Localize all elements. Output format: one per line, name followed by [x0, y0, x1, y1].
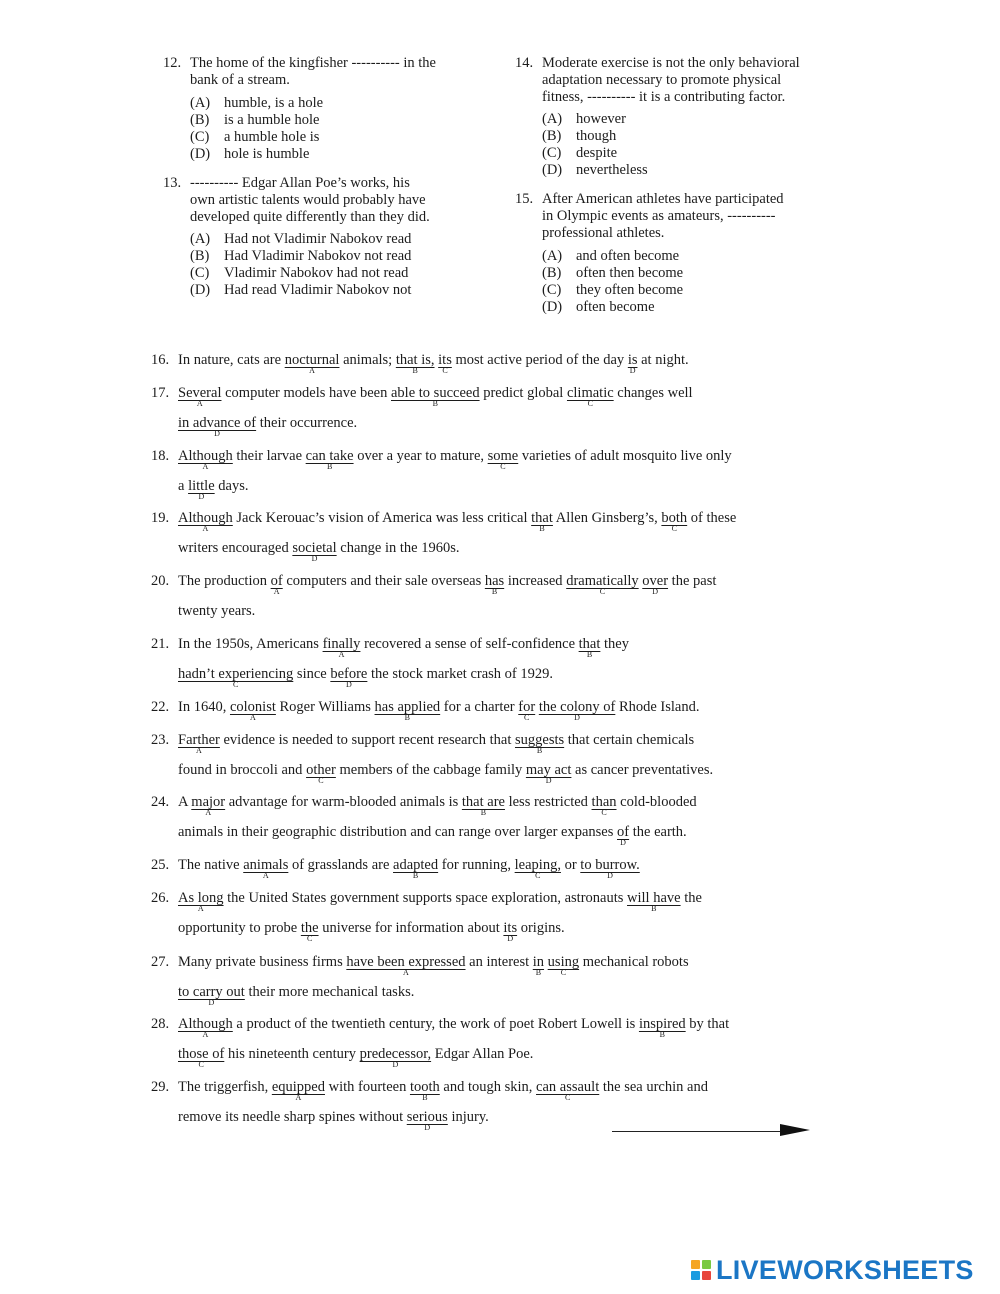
choice-c[interactable]: the C — [300, 920, 319, 943]
brand-name: LIVEWORKSHEETS — [716, 1254, 974, 1285]
choice-label: C — [601, 808, 607, 817]
choice-a[interactable]: equipped A — [271, 1079, 325, 1102]
choice-label: A — [262, 871, 269, 880]
choice-d[interactable]: the colony of D — [538, 699, 616, 722]
choice-label: D — [629, 366, 636, 375]
option-c[interactable]: (C) a humble hole is — [190, 129, 320, 145]
question-24: 24. A major A advantage for warm-blooded animals is that are B less restricted than C cold-blooded — [151, 794, 697, 817]
choice-label: C — [442, 366, 448, 375]
question-number: 25. — [151, 857, 170, 873]
choice-d[interactable]: over D — [642, 573, 669, 596]
choice-label: C — [671, 524, 677, 533]
question-number: 14. — [515, 55, 534, 71]
choice-label: A — [196, 746, 202, 755]
question-number: 20. — [151, 573, 170, 589]
choice-d[interactable]: before D — [330, 666, 368, 689]
choice-label: B — [535, 968, 542, 977]
choice-a[interactable]: colonist A — [229, 699, 276, 722]
choice-d[interactable]: may act D — [525, 762, 572, 785]
question-number: 19. — [151, 510, 170, 526]
choice-label: D — [607, 871, 613, 880]
question-text: fitness, ---------- it is a contributing factor. — [542, 89, 786, 105]
choice-label: D — [620, 838, 626, 847]
question-27: 27. Many private business firms have been expressed A an interest in B using C mechanical robots — [151, 954, 689, 977]
choice-c[interactable]: than C — [591, 794, 617, 817]
question-number: 29. — [151, 1079, 170, 1095]
choice-c[interactable]: dramatically C — [566, 573, 639, 596]
question-23-line2: found in broccoli and other C members of the cabbage family may act D as cancer preventatives. — [178, 762, 714, 785]
choice-label: D — [424, 1123, 431, 1132]
choice-label: B — [586, 650, 593, 659]
choice-c[interactable]: those of C — [178, 1046, 225, 1069]
option-b[interactable]: (B) often then become — [542, 265, 684, 281]
brand-mark-icon — [691, 1260, 711, 1280]
question-text: ---------- Edgar Allan Poe’s works, his — [190, 175, 410, 191]
question-20: 20. The production of A computers and their sale overseas has B increased dramatically C over D the past — [151, 573, 717, 596]
choice-a[interactable]: nocturnal A — [284, 352, 340, 375]
choice-label: C — [500, 462, 506, 471]
question-text: After American athletes have participated — [542, 191, 784, 207]
choice-label: B — [539, 524, 545, 533]
question-number: 23. — [151, 732, 170, 748]
choice-b[interactable]: can take B — [305, 448, 354, 471]
choice-a[interactable]: Although A — [178, 1016, 233, 1039]
question-text: developed quite differently than they did. — [190, 209, 430, 225]
options-14 — [542, 111, 648, 179]
choice-label: B — [480, 808, 487, 817]
choice-d[interactable]: of D — [617, 824, 630, 847]
choice-c[interactable]: other C — [306, 762, 336, 785]
choice-label: C — [318, 776, 324, 785]
option-a[interactable]: (A) Had not Vladimir Nabokov read — [190, 231, 412, 247]
question-text: The home of the kingfisher ---------- in the — [190, 55, 436, 71]
question-number: 27. — [151, 954, 170, 970]
choice-label: A — [196, 399, 203, 408]
question-number: 15. — [515, 191, 534, 207]
choice-b[interactable]: inspired B — [638, 1016, 686, 1039]
choice-b[interactable]: able to succeed B — [391, 385, 480, 408]
question-text: own artistic talents would probably have — [190, 192, 426, 208]
choice-label: B — [651, 904, 657, 913]
option-a[interactable]: (A) and often become — [542, 248, 680, 264]
question-number: 24. — [151, 794, 170, 810]
choice-label: C — [307, 934, 313, 943]
question-number: 26. — [151, 890, 170, 906]
choice-d[interactable]: predecessor, D — [359, 1046, 432, 1069]
choice-c[interactable]: can assault C — [536, 1079, 600, 1102]
choice-label: C — [232, 680, 239, 689]
choice-a[interactable]: Farther A — [178, 732, 220, 755]
option-d[interactable]: (D) often become — [542, 299, 655, 315]
liveworksheets-logo — [691, 1256, 974, 1284]
choice-b[interactable]: that B — [531, 510, 553, 533]
option-b[interactable]: (B) though — [542, 128, 617, 144]
question-18: 18. Although A their larvae can take B over a year to mature, some C varieties of adult mosquito live only — [151, 448, 732, 471]
choice-label: C — [587, 399, 593, 408]
choice-c[interactable]: climatic C — [566, 385, 614, 408]
choice-d[interactable]: societal D — [292, 540, 337, 563]
choice-label: B — [412, 871, 419, 880]
choice-label: B — [432, 399, 438, 408]
choice-b[interactable]: in B — [532, 954, 545, 977]
choice-label: A — [403, 968, 409, 977]
option-d[interactable]: (D) hole is humble — [190, 146, 310, 162]
choice-b[interactable]: that are B — [461, 794, 505, 817]
choice-label: A — [250, 713, 256, 722]
question-number: 28. — [151, 1016, 170, 1032]
choice-c[interactable]: both C — [661, 510, 688, 533]
question-number: 16. — [151, 352, 170, 368]
question-24-line2: animals in their geographic distribution and can range over larger expanses of D the earth. — [178, 824, 687, 847]
choice-label: D — [311, 554, 318, 563]
question-21: 21. In the 1950s, Americans finally A recovered a sense of self-confidence that B they — [151, 636, 629, 659]
choice-label: D — [214, 429, 220, 438]
choice-b[interactable]: that is, B — [395, 352, 435, 375]
question-29: 29. The triggerfish, equipped A with fourteen tooth B and tough skin, can assault C the sea urchin and — [151, 1079, 708, 1102]
choice-label: A — [205, 808, 212, 817]
options-13 — [190, 231, 411, 299]
choice-a[interactable]: finally A — [322, 636, 361, 659]
question-number: 21. — [151, 636, 170, 652]
choice-label: A — [273, 587, 280, 596]
choice-a[interactable]: have been expressed A — [346, 954, 466, 977]
choice-label: D — [345, 680, 352, 689]
choice-b[interactable]: has applied B — [374, 699, 441, 722]
question-12 — [163, 55, 493, 89]
option-a[interactable]: (A) however — [542, 111, 626, 127]
question-text: adaptation necessary to promote physical — [542, 72, 782, 88]
choice-b[interactable]: adapted B — [393, 857, 439, 880]
choice-label: A — [309, 366, 315, 375]
choice-b[interactable]: will have B — [627, 890, 681, 913]
question-28: 28. Although A a product of the twentieth century, the work of poet Robert Lowell is inspired B by that — [151, 1016, 730, 1039]
option-b[interactable]: (B) Had Vladimir Nabokov not read — [190, 248, 412, 264]
choice-label: A — [202, 524, 209, 533]
question-19-line2: writers encouraged societal D change in the 1960s. — [178, 540, 460, 563]
question-25: 25. The native animals A of grasslands are adapted B for running, leaping, C or to burrow. D — [151, 857, 640, 880]
question-14 — [515, 55, 860, 106]
question-number: 12. — [163, 55, 182, 71]
choice-label: D — [652, 587, 659, 596]
choice-d[interactable]: is D — [627, 352, 638, 375]
choice-a[interactable]: of A — [270, 573, 283, 596]
choice-label: B — [404, 713, 411, 722]
question-18-line2: a little D days. — [178, 478, 249, 501]
choice-c[interactable]: some C — [487, 448, 519, 471]
question-22: 22. In 1640, colonist A Roger Williams has applied B for a charter for C the colony of D Rhode Island. — [151, 699, 700, 722]
options-15 — [542, 248, 683, 316]
choice-d[interactable]: in advance of D — [178, 415, 257, 438]
question-27-line2: to carry out D their more mechanical tasks. — [178, 984, 415, 1007]
choice-b[interactable]: that B — [578, 636, 601, 659]
choice-d[interactable]: serious D — [406, 1109, 448, 1132]
question-29-line2: remove its needle sharp spines without serious D injury. — [178, 1109, 489, 1132]
question-text: bank of a stream. — [190, 72, 290, 88]
option-b[interactable]: (B) is a humble hole — [190, 112, 320, 128]
question-15 — [515, 191, 860, 242]
choice-d[interactable]: little D — [188, 478, 215, 501]
question-text: Moderate exercise is not the only behavioral — [542, 55, 800, 71]
question-number: 22. — [151, 699, 170, 715]
question-13 — [163, 175, 503, 226]
choice-d[interactable]: to carry out D — [178, 984, 245, 1007]
choice-label: D — [198, 492, 205, 501]
choice-c[interactable]: for C — [518, 699, 536, 722]
choice-label: D — [208, 998, 215, 1007]
choice-label: A — [202, 1030, 209, 1039]
choice-label: D — [392, 1060, 399, 1069]
choice-label: C — [524, 713, 530, 722]
question-20-line2: twenty years. — [178, 603, 256, 619]
choice-d[interactable]: its D — [503, 920, 518, 943]
question-26: 26. As long A the United States government supports space exploration, astronauts will have B the — [151, 890, 702, 913]
question-number: 13. — [163, 175, 182, 191]
choice-label: B — [491, 587, 498, 596]
option-c[interactable]: (C) they often become — [542, 282, 684, 298]
choice-a[interactable]: As long A — [178, 890, 224, 913]
choice-a[interactable]: Although A — [178, 510, 233, 533]
choice-label: A — [295, 1093, 302, 1102]
question-19: 19. Although A Jack Kerouac’s vision of America was less critical that B Allen Ginsberg’s, both C of these — [151, 510, 737, 533]
question-number: 17. — [151, 385, 170, 401]
question-text: in Olympic events as amateurs, ---------- — [542, 208, 776, 224]
continue-arrow-line — [612, 1131, 782, 1132]
option-c[interactable]: (C) Vladimir Nabokov had not read — [190, 265, 409, 281]
question-16: 16. In nature, cats are nocturnal A animals; that is, B its C most active period of the day is D at night. — [151, 352, 689, 375]
choice-label: C — [198, 1060, 204, 1069]
choice-label: A — [197, 904, 204, 913]
continue-arrow-icon — [780, 1124, 810, 1136]
choice-c[interactable]: using C — [547, 954, 580, 977]
choice-label: B — [412, 366, 418, 375]
choice-c[interactable]: its C — [438, 352, 452, 375]
question-17-line2: in advance of D their occurrence. — [178, 415, 358, 438]
option-a[interactable]: (A) humble, is a hole — [190, 95, 324, 111]
choice-label: B — [326, 462, 333, 471]
choice-label: C — [535, 871, 541, 880]
choice-label: B — [422, 1093, 428, 1102]
question-26-line2: opportunity to probe the C universe for information about its D origins. — [178, 920, 565, 943]
choice-label: C — [564, 1093, 571, 1102]
choice-label: A — [338, 650, 345, 659]
choice-a[interactable]: animals A — [243, 857, 289, 880]
choice-c[interactable]: leaping, C — [514, 857, 561, 880]
option-d[interactable]: (D) Had read Vladimir Nabokov not — [190, 282, 412, 298]
question-17: 17. Several A computer models have been able to succeed B predict global climatic C changes well — [151, 385, 693, 408]
question-21-line2: hadn’t experiencing C since before D the stock market crash of 1929. — [178, 666, 554, 689]
choice-d[interactable]: to burrow. D — [580, 857, 640, 880]
choice-b[interactable]: tooth B — [409, 1079, 440, 1102]
choice-a[interactable]: major A — [191, 794, 226, 817]
choice-label: B — [659, 1030, 665, 1039]
question-23: 23. Farther A evidence is needed to support recent research that suggests B that certain chemicals — [151, 732, 695, 755]
choice-label: D — [545, 776, 552, 785]
choice-b[interactable]: has B — [484, 573, 505, 596]
choice-label: C — [599, 587, 606, 596]
option-d[interactable]: (D) nevertheless — [542, 162, 648, 178]
choice-a[interactable]: Several A — [178, 385, 222, 408]
question-text: professional athletes. — [542, 225, 665, 241]
choice-a[interactable]: Although A — [178, 448, 233, 471]
choice-label: C — [560, 968, 567, 977]
question-number: 18. — [151, 448, 170, 464]
question-28-line2: those of C his nineteenth century predecessor, D Edgar Allan Poe. — [178, 1046, 534, 1069]
option-c[interactable]: (C) despite — [542, 145, 618, 161]
choice-b[interactable]: suggests B — [514, 732, 565, 755]
options-12 — [190, 95, 323, 163]
choice-label: A — [202, 462, 209, 471]
choice-label: D — [507, 934, 514, 943]
choice-label: B — [536, 746, 543, 755]
choice-c[interactable]: hadn’t experiencing C — [178, 666, 294, 689]
choice-label: D — [574, 713, 580, 722]
